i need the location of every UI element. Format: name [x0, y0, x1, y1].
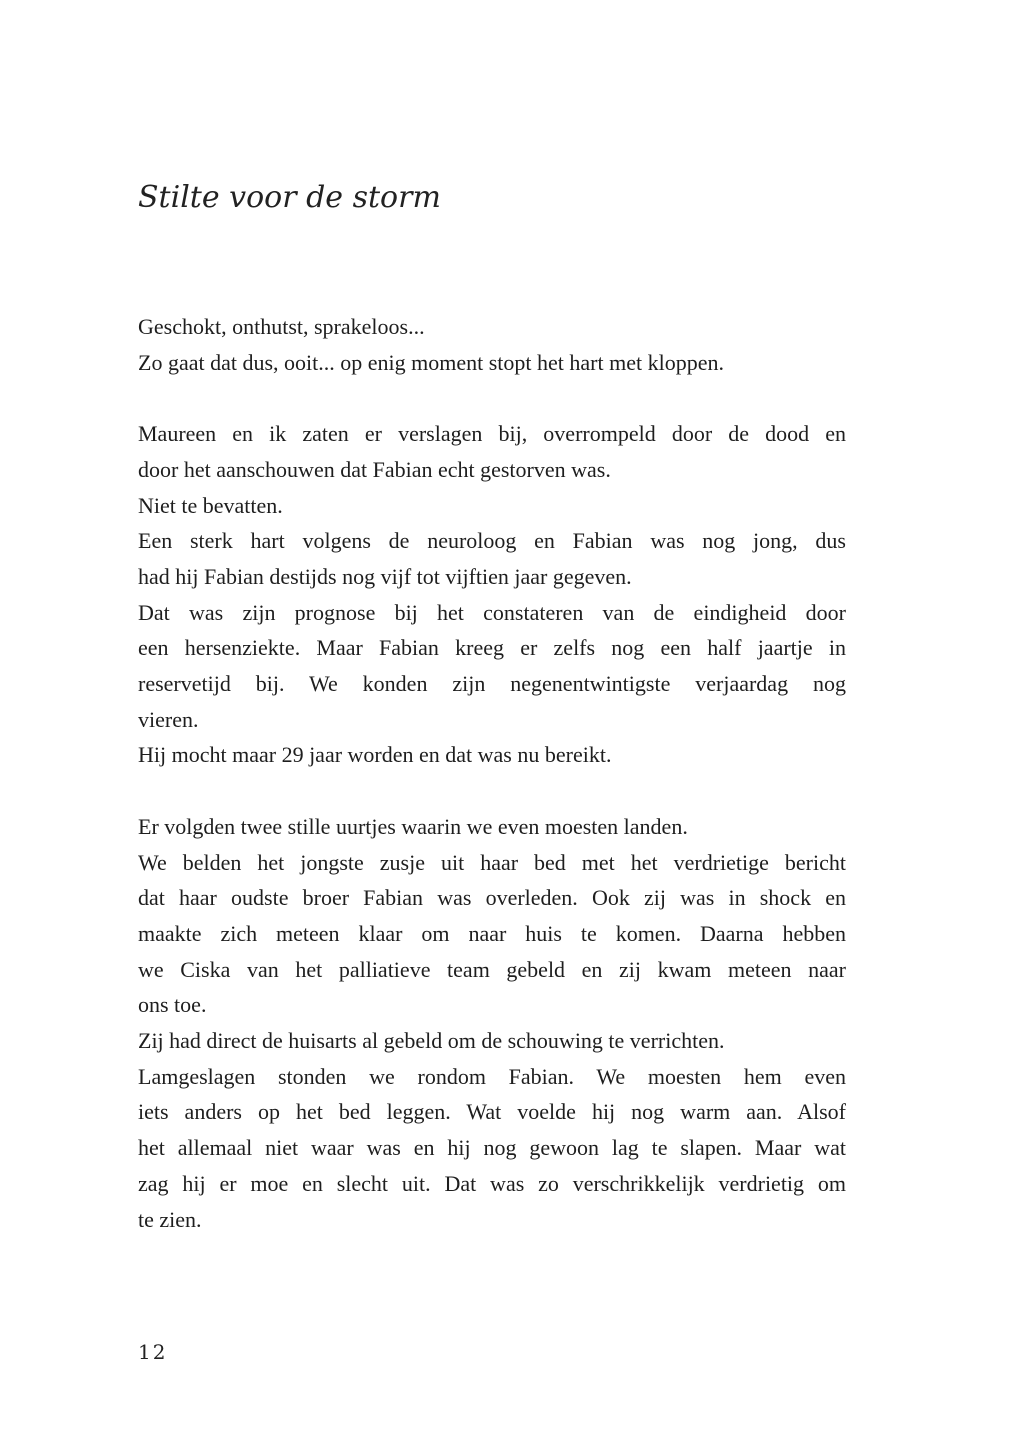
text-line: ons toe. [138, 992, 207, 1018]
paragraph-3 [138, 809, 846, 1237]
text-line: Zij had direct de huisarts al gebeld om de schouwing te verrichten. [138, 1028, 725, 1054]
text-line: vieren. [138, 706, 199, 732]
text-line: Zo gaat dat dus, ooit... op enig moment stopt het hart met kloppen. [138, 349, 724, 375]
text-line: een hersenziekte. Maar Fabian kreeg er zelfs nog een half jaartje in [138, 635, 846, 661]
text-line: zag hij er moe en slecht uit. Dat was zo verschrikkelijk verdrietig om [138, 1170, 846, 1196]
text-line: te zien. [138, 1206, 202, 1232]
page-number: 12 [138, 1340, 168, 1364]
text-line: dat haar oudste broer Fabian was overleden. Ook zij was in shock en [138, 885, 846, 911]
text-line: We belden het jongste zusje uit haar bed met het verdrietige bericht [138, 849, 846, 875]
chapter-title: Stilte voor de storm [138, 180, 441, 215]
chapter-body [138, 309, 846, 1237]
paragraph-2 [138, 416, 846, 773]
paragraph-1 [138, 309, 846, 380]
text-line: Maureen en ik zaten er verslagen bij, overrompeld door de dood en [138, 421, 846, 447]
text-line: door het aanschouwen dat Fabian echt gestorven was. [138, 456, 611, 482]
text-line: Geschokt, onthutst, sprakeloos... [138, 314, 425, 339]
text-line: iets anders op het bed leggen. Wat voelde hij nog warm aan. Alsof [138, 1099, 846, 1125]
text-line: Hij mocht maar 29 jaar worden en dat was nu bereikt. [138, 742, 612, 768]
text-line: het allemaal niet waar was en hij nog gewoon lag te slapen. Maar wat [138, 1135, 846, 1161]
text-line: Dat was zijn prognose bij het constateren van de eindigheid door [138, 599, 846, 625]
text-line: reservetijd bij. We konden zijn negenentwintigste verjaardag nog [138, 671, 846, 697]
text-line: Een sterk hart volgens de neuroloog en Fabian was nog jong, dus [138, 528, 846, 554]
text-line: Niet te bevatten. [138, 492, 283, 518]
text-line: Er volgden twee stille uurtjes waarin we even moesten landen. [138, 813, 688, 839]
text-line: maakte zich meteen klaar om naar huis te komen. Daarna hebben [138, 920, 846, 946]
text-line: we Ciska van het palliatieve team gebeld en zij kwam meteen naar [138, 956, 846, 982]
text-line: had hij Fabian destijds nog vijf tot vijftien jaar gegeven. [138, 563, 632, 589]
text-line: Lamgeslagen stonden we rondom Fabian. We moesten hem even [138, 1063, 846, 1089]
